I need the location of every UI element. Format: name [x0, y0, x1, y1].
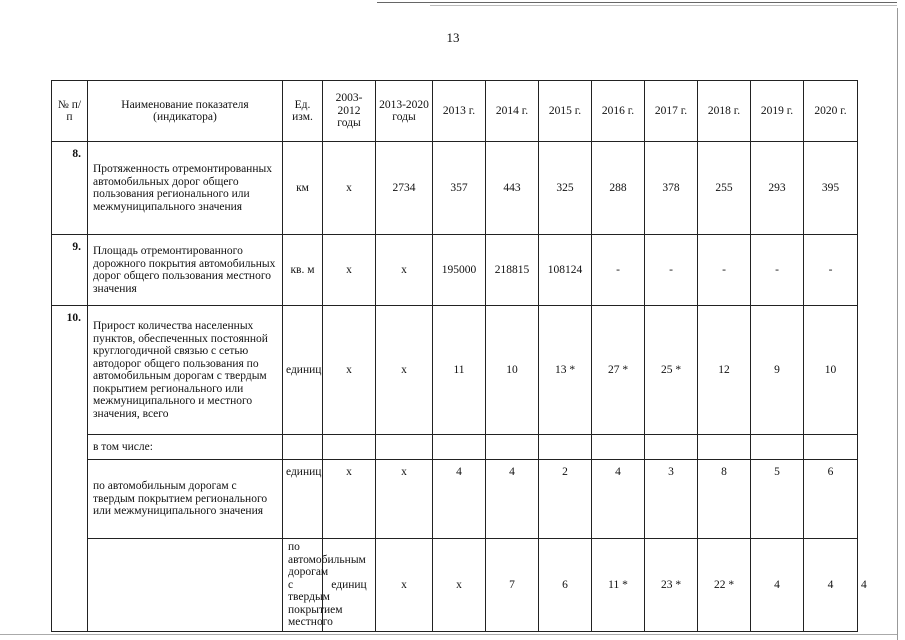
value-cell: 395 [804, 142, 858, 235]
value-cell: x [323, 306, 376, 435]
value-cell: 22 * [698, 539, 751, 632]
value-cell: 4 [751, 539, 804, 632]
value-cell: 27 * [592, 306, 645, 435]
value-cell: x [323, 142, 376, 235]
header-cell: 2018 г. [698, 81, 751, 142]
value-cell: 4 [486, 460, 539, 539]
value-cell: 5 [751, 460, 804, 539]
header-cell: 2017 г. [645, 81, 698, 142]
unit-cell: кв. м [283, 235, 323, 306]
unit-cell: единиц [283, 460, 323, 539]
value-cell: 293 [751, 142, 804, 235]
table-row: по автомобильным дорогам с твердым покрытием местного единиц x x 7 6 11 * 23 * 22 * 4 4 4 [52, 539, 858, 632]
row-number: 8. [52, 142, 88, 235]
value-cell: 2 [539, 460, 592, 539]
header-cell: 2019 г. [751, 81, 804, 142]
indicator-name: Протяженность отремонтированных автомобильных дорог общего пользования регионального или межмуниципального значения [88, 142, 283, 235]
row-number-empty [88, 539, 283, 632]
value-cell: 10 [486, 306, 539, 435]
value-cell [376, 435, 433, 460]
header-cell: 2016 г. [592, 81, 645, 142]
unit-cell: км [283, 142, 323, 235]
value-cell [486, 435, 539, 460]
table-row [52, 306, 858, 435]
value-cell: 11 * [592, 539, 645, 632]
value-cell [751, 435, 804, 460]
value-cell: x [376, 306, 433, 435]
value-cell: 11 [433, 306, 486, 435]
row-number: 9. [52, 235, 88, 306]
page-number: 13 [446, 30, 460, 45]
value-cell: 8 [698, 460, 751, 539]
value-cell: 25 * [645, 306, 698, 435]
header-cell: Наименование показателя (индикатора) [88, 81, 283, 142]
value-cell: 255 [698, 142, 751, 235]
value-cell: - [698, 235, 751, 306]
value-cell: 443 [486, 142, 539, 235]
value-cell [592, 435, 645, 460]
value-cell: 6 [539, 539, 592, 632]
value-cell: x [376, 460, 433, 539]
value-cell: - [592, 235, 645, 306]
value-cell: - [804, 235, 858, 306]
value-cell: x [376, 235, 433, 306]
header-cell: Ед. изм. [283, 81, 323, 142]
value-cell: x [376, 539, 433, 632]
value-cell: 23 * [645, 539, 698, 632]
table-row [52, 235, 858, 306]
unit-cell: единиц [283, 306, 323, 435]
value-cell: 2734 [376, 142, 433, 235]
value-cell [645, 435, 698, 460]
value-cell: 13 * [539, 306, 592, 435]
value-cell: 4 [433, 460, 486, 539]
unit-cell: единиц [323, 539, 376, 632]
indicator-name: по автомобильным дорогам с твердым покрытием регионального или межмуниципального значения [88, 460, 283, 539]
header-cell: 2013 г. [433, 81, 486, 142]
value-cell [323, 435, 376, 460]
scan-edge-bottom [0, 634, 897, 635]
header-cell: 2015 г. [539, 81, 592, 142]
unit-cell [283, 435, 323, 460]
table-row [52, 435, 858, 460]
value-cell: 12 [698, 306, 751, 435]
indicator-name: Прирост количества населенных пунктов, обеспеченных постоянной круглогодичной связью с сетью автодорог общего пользования по автомобильным дорогам с твердым покрытием регионального или межмуниципального и местного значения, всего [88, 306, 283, 435]
header-cell: № п/п [52, 81, 88, 142]
indicator-name: по автомобильным дорогам с твердым покрытием местного [283, 539, 323, 632]
indicator-name: в том числе: [88, 435, 283, 460]
value-cell: 7 [486, 539, 539, 632]
value-cell: 357 [433, 142, 486, 235]
value-cell: 6 [804, 460, 858, 539]
value-cell: x [323, 460, 376, 539]
value-cell: 3 [645, 460, 698, 539]
table-row [52, 460, 858, 539]
value-cell: 325 [539, 142, 592, 235]
table-row [52, 142, 858, 235]
scan-edge-right [897, 8, 898, 640]
value-cell: 108124 [539, 235, 592, 306]
value-cell: 10 [804, 306, 858, 435]
header-cell: 2003-2012 годы [323, 81, 376, 142]
header-cell: 2013-2020 годы [376, 81, 433, 142]
value-cell [433, 435, 486, 460]
value-cell: 195000 [433, 235, 486, 306]
value-cell: - [645, 235, 698, 306]
row-number: 10. [52, 306, 88, 632]
scan-edge-top-faint [430, 5, 897, 6]
header-cell: 2020 г. [804, 81, 858, 142]
table-header-row [52, 81, 858, 142]
value-cell: 378 [645, 142, 698, 235]
value-cell: x [433, 539, 486, 632]
indicator-name: Площадь отремонтированного дорожного покрытия автомобильных дорог общего пользования местного значения [88, 235, 283, 306]
header-cell: 2014 г. [486, 81, 539, 142]
value-cell [804, 435, 858, 460]
value-cell [539, 435, 592, 460]
value-cell [698, 435, 751, 460]
value-cell: x [323, 235, 376, 306]
value-cell: 4 [592, 460, 645, 539]
value-cell: 288 [592, 142, 645, 235]
value-cell: 9 [751, 306, 804, 435]
scan-edge-top [377, 2, 897, 3]
indicators-table [51, 80, 867, 632]
value-cell: - [751, 235, 804, 306]
value-cell: 218815 [486, 235, 539, 306]
value-cell: 4 [804, 539, 858, 632]
